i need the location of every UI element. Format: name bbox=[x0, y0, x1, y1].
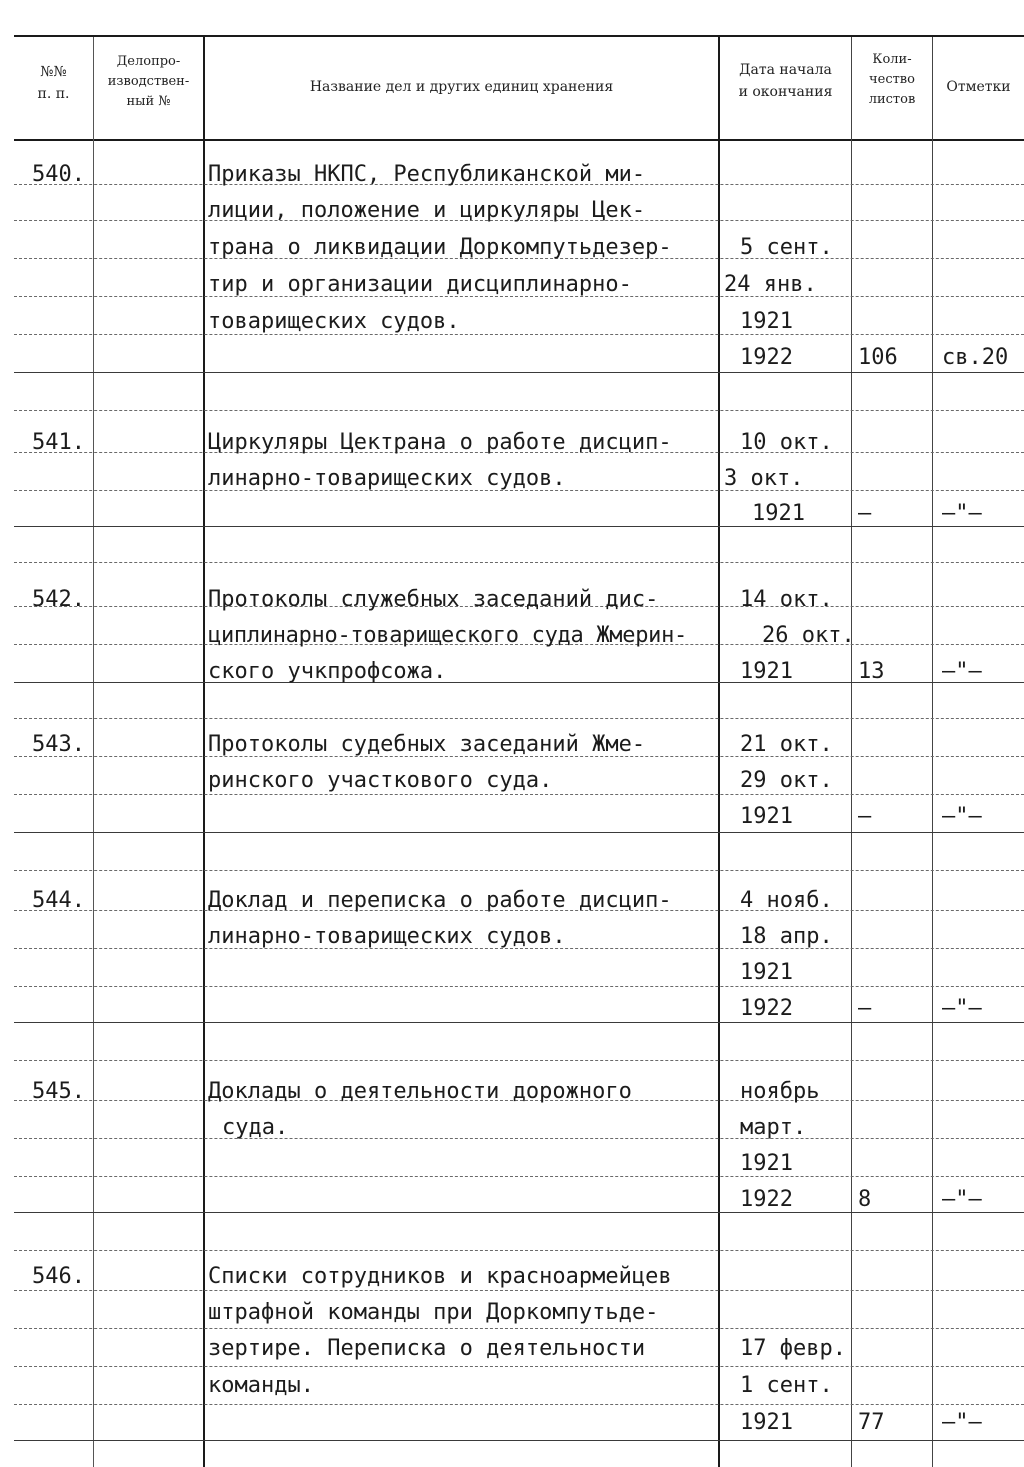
entry-title-line: лиции, положение и циркуляры Цек- bbox=[208, 198, 646, 223]
entry-sheets: 13 bbox=[858, 659, 885, 684]
entry-title-line: Протоколы служебных заседаний дис- bbox=[208, 587, 659, 612]
entry-notes: –"– bbox=[942, 996, 982, 1021]
entry-notes: –"– bbox=[942, 659, 982, 684]
entry-date-line: 3 окт. bbox=[724, 466, 804, 491]
entry-date-line: 14 окт. bbox=[740, 587, 833, 612]
table-top-border bbox=[14, 35, 1024, 37]
entry-date-line: 26 окт. bbox=[762, 623, 855, 648]
entry-sheets: 8 bbox=[858, 1187, 872, 1212]
entry-date-line: 1921 bbox=[740, 960, 793, 985]
header-office-num: Делопро- изводствен- ный № bbox=[107, 54, 190, 110]
entry-date-line: 29 окт. bbox=[740, 768, 833, 793]
column-divider-5 bbox=[932, 37, 933, 1467]
entry-title-line: линарно-товарищеских судов. bbox=[208, 466, 566, 491]
entry-date-line: 1921 bbox=[740, 1410, 793, 1435]
ruled-line bbox=[14, 1138, 1024, 1139]
entry-sheets: – bbox=[858, 501, 872, 526]
entry-title-line: циплинарно-товарищеского суда Жмерин- bbox=[208, 623, 687, 648]
entry-title-line: тир и организации дисциплинарно- bbox=[208, 272, 632, 297]
ruled-line bbox=[14, 1328, 1024, 1329]
entry-title-line: суда. bbox=[222, 1115, 289, 1140]
ruled-line bbox=[14, 562, 1024, 563]
entry-title-line: Протоколы судебных заседаний Жме- bbox=[208, 732, 646, 757]
ruled-line bbox=[14, 1440, 1024, 1441]
entry-title-line: Списки сотрудников и красноармейцев bbox=[208, 1264, 672, 1289]
entry-number: 543. bbox=[32, 732, 85, 757]
header-dates: Дата начала и окончания bbox=[738, 62, 833, 100]
ruled-line bbox=[14, 794, 1024, 795]
entry-number: 541. bbox=[32, 430, 85, 455]
ruled-line bbox=[14, 870, 1024, 871]
entry-title-line: зертире. Переписка о деятельности bbox=[208, 1336, 646, 1361]
entry-date-line: 17 февр. bbox=[740, 1336, 846, 1361]
ruled-line bbox=[14, 334, 1024, 335]
entry-title-line: ского учкпрофсожа. bbox=[208, 659, 447, 684]
entry-date-line: 1922 bbox=[740, 1187, 793, 1212]
entry-title-line: Приказы НКПС, Республиканской ми- bbox=[208, 162, 646, 187]
entry-date-line: 1921 bbox=[740, 309, 793, 334]
entry-date-line: 10 окт. bbox=[740, 430, 833, 455]
entry-sheets: – bbox=[858, 804, 872, 829]
entry-notes: –"– bbox=[942, 804, 982, 829]
entry-date-line: март. bbox=[740, 1115, 807, 1140]
header-notes: Отметки bbox=[946, 79, 1011, 95]
ruled-line bbox=[14, 1250, 1024, 1251]
ruled-line bbox=[14, 1022, 1024, 1023]
entry-date-line: 1922 bbox=[740, 345, 793, 370]
entry-date-line: 1921 bbox=[752, 501, 805, 526]
entry-sheets: 106 bbox=[858, 345, 898, 370]
entry-date-line: 18 апр. bbox=[740, 924, 833, 949]
ruled-line bbox=[14, 1404, 1024, 1405]
ruled-line bbox=[14, 526, 1024, 527]
entry-number: 544. bbox=[32, 888, 85, 913]
ruled-line bbox=[14, 986, 1024, 987]
entry-date-line: 5 сент. bbox=[740, 235, 833, 260]
entry-date-line: 1 сент. bbox=[740, 1373, 833, 1398]
ruled-line bbox=[14, 1060, 1024, 1061]
entry-date-line: 1921 bbox=[740, 804, 793, 829]
column-divider-3 bbox=[718, 37, 720, 1467]
entry-number: 545. bbox=[32, 1079, 85, 1104]
entry-title-line: штрафной команды при Доркомпутьде- bbox=[208, 1300, 659, 1325]
column-divider-1 bbox=[93, 37, 94, 1467]
ruled-line bbox=[14, 832, 1024, 833]
ruled-line bbox=[14, 1290, 1024, 1291]
entry-number: 540. bbox=[32, 162, 85, 187]
ruled-line bbox=[14, 1176, 1024, 1177]
entry-date-line: 1922 bbox=[740, 996, 793, 1021]
entry-notes: –"– bbox=[942, 1410, 982, 1435]
ruled-line bbox=[14, 718, 1024, 719]
entry-notes: –"– bbox=[942, 1187, 982, 1212]
ruled-line bbox=[14, 372, 1024, 373]
column-divider-4 bbox=[851, 37, 852, 1467]
entry-date-line: 1921 bbox=[740, 1151, 793, 1176]
entry-number: 542. bbox=[32, 587, 85, 612]
header-bottom-border bbox=[14, 139, 1024, 141]
ruled-line bbox=[14, 410, 1024, 411]
entry-title-line: трана о ликвидации Доркомпутьдезер- bbox=[208, 235, 672, 260]
entry-number: 546. bbox=[32, 1264, 85, 1289]
entry-date-line: ноябрь bbox=[740, 1079, 820, 1104]
column-divider-2 bbox=[203, 37, 205, 1467]
entry-notes: –"– bbox=[942, 501, 982, 526]
entry-sheets: 77 bbox=[858, 1410, 885, 1435]
header-title: Название дел и других единиц хранения bbox=[309, 79, 614, 95]
ruled-line bbox=[14, 1212, 1024, 1213]
header-sheets: Коли- чество листов bbox=[868, 52, 916, 108]
entry-date-line: 21 окт. bbox=[740, 732, 833, 757]
entry-title-line: Доклады о деятельности дорожного bbox=[208, 1079, 632, 1104]
ruled-line bbox=[14, 1366, 1024, 1367]
entry-title-line: товарищеских судов. bbox=[208, 309, 460, 334]
entry-date-line: 24 янв. bbox=[724, 272, 817, 297]
entry-notes: св.20 bbox=[942, 345, 1009, 370]
entry-sheets: – bbox=[858, 996, 872, 1021]
header-num: №№ п. п. bbox=[37, 64, 70, 102]
entry-title-line: Доклад и переписка о работе дисцип- bbox=[208, 888, 672, 913]
entry-title-line: линарно-товарищеских судов. bbox=[208, 924, 566, 949]
entry-title-line: команды. bbox=[208, 1373, 314, 1398]
entry-title-line: Циркуляры Цектрана о работе дисцип- bbox=[208, 430, 672, 455]
entry-date-line: 1921 bbox=[740, 659, 793, 684]
entry-date-line: 4 нояб. bbox=[740, 888, 833, 913]
entry-title-line: ринского участкового суда. bbox=[208, 768, 553, 793]
